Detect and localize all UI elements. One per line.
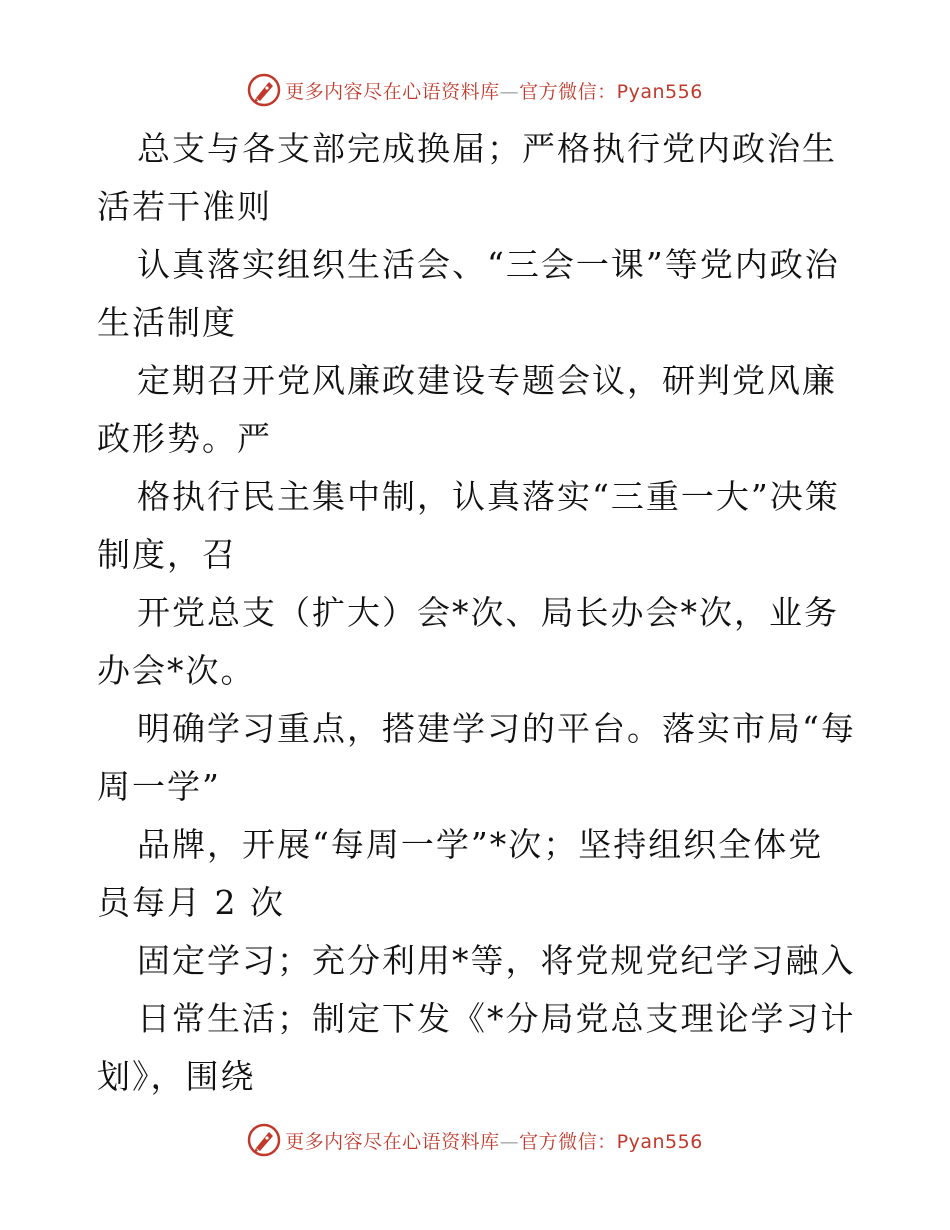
paragraph: 明确学习重点，搭建学习的平台。落实市局“每周一学” — [97, 709, 856, 806]
pen-nib-logo-icon — [247, 1123, 281, 1157]
paragraph: 总支与各支部完成换届；严格执行党内政治生活若干准则 — [97, 129, 837, 226]
pen-nib-logo-icon — [247, 73, 281, 107]
banner-account-text: 官方微信：Pyan556 — [519, 80, 703, 103]
document-body — [97, 120, 857, 1106]
banner-dash: — — [499, 1130, 520, 1153]
footer-banner — [0, 1120, 950, 1160]
header-banner — [0, 70, 950, 110]
banner-account-text: 官方微信：Pyan556 — [519, 1130, 703, 1153]
banner-text — [285, 1127, 703, 1154]
banner-main-text: 更多内容尽在心语资料库 — [285, 1130, 500, 1153]
banner-text — [285, 77, 703, 104]
paragraph: 开党总支（扩大）会*次、局长办会*次，业务办会*次。 — [97, 593, 839, 690]
paragraph: 固定学习；充分利用*等，将党规党纪学习融入 — [137, 941, 856, 980]
paragraph: 定期召开党风廉政建设专题会议，研判党风廉政形势。严 — [97, 361, 837, 458]
paragraph: 格执行民主集中制，认真落实“三重一大”决策制度，召 — [97, 477, 840, 574]
banner-main-text: 更多内容尽在心语资料库 — [285, 80, 500, 103]
paragraph: 日常生活；制定下发《*分局党总支理论学习计划》，围绕 — [97, 999, 856, 1096]
paragraph: 认真落实组织生活会、“三会一课”等党内政治生活制度 — [97, 245, 840, 342]
paragraph: 品牌，开展“每周一学”*次；坚持组织全体党员每月 2 次 — [97, 825, 824, 922]
banner-dash: — — [499, 80, 520, 103]
